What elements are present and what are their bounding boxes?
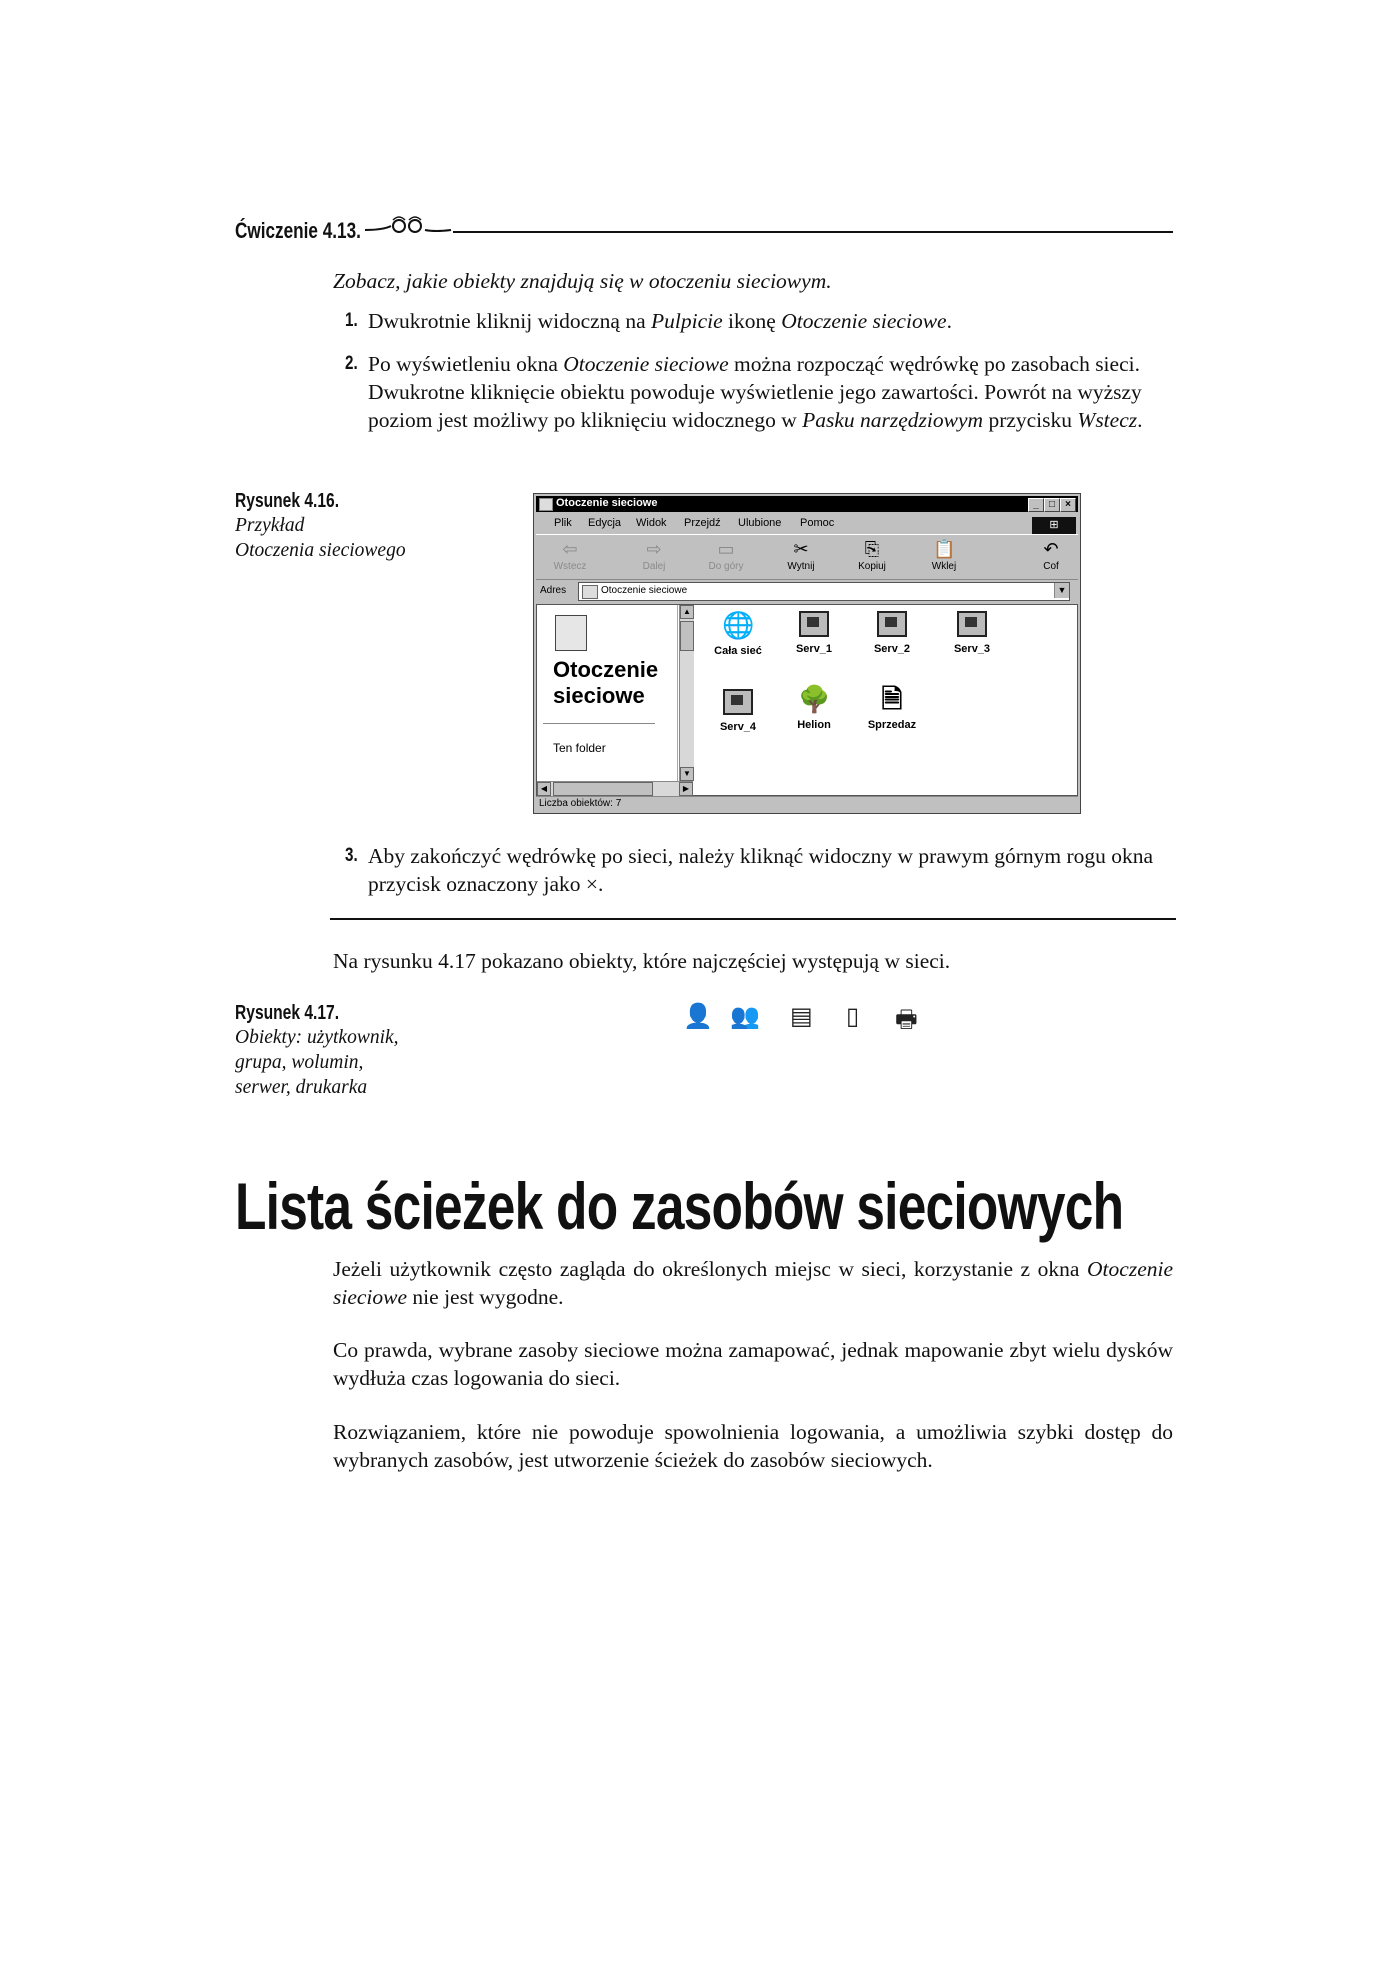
document-icon: 🗎 [881, 684, 903, 714]
menu-plik[interactable]: Plik [554, 517, 572, 529]
computer-icon [957, 611, 987, 637]
icon-serv-1[interactable]: Serv_1 [779, 609, 849, 655]
web-view-panel [537, 605, 678, 795]
tree-icon: 🌳 [798, 684, 831, 714]
back-button[interactable]: ⇦ Wstecz [553, 539, 587, 572]
forward-button[interactable]: ⇨ Dalej [642, 539, 666, 572]
body-paragraph-2: Co prawda, wybrane zasoby sieciowe można zamapować, jednak mapowanie zbyt wielu dysków wydłuża czas logowania do sieci. [333, 1338, 1173, 1390]
figure-4-16-caption: Rysunek 4.16. Przykład Otoczenia sieciowego [235, 490, 406, 561]
network-folder-icon [582, 585, 598, 599]
address-bar [536, 580, 1078, 602]
body-paragraph-3: Rozwiązaniem, które nie powoduje spowolnienia logowania, a umożliwia szybki dostęp do wybranych zasobów, jest utworzenie ścieżek do zasobów sieciowych. [333, 1420, 1173, 1472]
menu-edycja[interactable]: Edycja [588, 517, 622, 529]
menu-ulubione[interactable]: Ulubione [738, 517, 782, 529]
globe-icon: 🌐 [722, 610, 755, 640]
chevron-down-icon[interactable]: ▼ [1054, 583, 1069, 598]
figure-label: Rysunek 4.17. [235, 1002, 340, 1024]
step-3: 3. Aby zakończyć wędrówkę po sieci, należy kliknąć widoczny w prawym górnym rogu okna przycisk oznaczony jako ×. [345, 844, 1154, 896]
menu-bar [536, 514, 1078, 532]
undo-button[interactable]: ↶ Cof [1026, 537, 1076, 572]
server-icon: ▯ [846, 1004, 860, 1030]
panel-folder-label: Ten folder [553, 741, 606, 755]
menu-pomoc[interactable]: Pomoc [800, 517, 835, 529]
ornament [363, 214, 453, 245]
computer-icon [877, 611, 907, 637]
body-paragraph-1: Jeżeli użytkownik często zagląda do określonych miejsc w sieci, korzystanie z okna Otoczenie sieciowe nie jest wygodne. [333, 1257, 1173, 1309]
menu-przejdz[interactable]: Przejdź [684, 517, 721, 529]
title-bar[interactable] [536, 496, 1078, 512]
icon-sprzedaz[interactable]: 🗎 Sprzedaz [867, 684, 917, 731]
ornament-icon [363, 214, 453, 240]
printer-icon: 🖶 [895, 1007, 918, 1033]
network-computers-icon [555, 615, 587, 651]
vertical-scrollbar[interactable] [679, 605, 694, 781]
header-rule [453, 231, 1173, 233]
minimize-button[interactable]: _ [1028, 498, 1044, 512]
step-1: 1. Dwukrotnie kliknij widoczną na Pulpicie ikonę Otoczenie sieciowe. [345, 309, 952, 333]
scroll-left-icon[interactable]: ◀ [537, 782, 551, 796]
section-title: Lista ścieżek do zasobów sieciowych [235, 1169, 1124, 1243]
scroll-thumb-h[interactable] [553, 782, 653, 796]
computer-icon [723, 689, 753, 715]
folder-up-icon: ▭ [717, 539, 735, 559]
user-icon: 👤 [683, 1004, 713, 1030]
exercise-end-rule [330, 918, 1176, 920]
horizontal-scrollbar[interactable] [537, 781, 693, 796]
copy-button[interactable]: ⎘ Kopiuj [858, 539, 886, 572]
fig-417-intro: Na rysunku 4.17 pokazano obiekty, które najczęściej występują w sieci. [333, 949, 951, 973]
back-arrow-icon: ⇦ [562, 539, 578, 559]
icon-cala-siec[interactable]: 🌐 Cała sieć [714, 610, 762, 657]
undo-icon: ↶ [1043, 539, 1059, 559]
icon-serv-4[interactable]: Serv_4 [703, 687, 773, 733]
network-neighborhood-window [533, 493, 1081, 814]
figure-label: Rysunek 4.16. [235, 490, 340, 512]
icon-helion[interactable]: 🌳 Helion [797, 684, 831, 731]
toolbar [536, 534, 1078, 580]
content-pane [536, 604, 1078, 796]
exercise-label: Ćwiczenie 4.13. [235, 218, 361, 243]
exercise-header [235, 218, 1173, 244]
scroll-up-icon[interactable]: ▲ [680, 605, 694, 619]
windows-logo-icon: ⊞ [1032, 517, 1076, 534]
window-title: Otoczenie sieciowe [556, 497, 658, 509]
panel-title: Otoczenie sieciowe [553, 657, 659, 708]
step-2: 2. Po wyświetleniu okna Otoczenie sieciowe można rozpocząć wędrówkę po zasobach sieci. Dwukrotne kliknięcie obiektu powoduje wyświetlenie jego zawartości. Powrót na wyższy poziom jest możliwy po kliknięciu widocznego w Pasku narzędziowym przycisku Wstecz. [345, 352, 1143, 432]
icon-serv-2[interactable]: Serv_2 [857, 609, 927, 655]
volume-icon: ▤ [790, 1004, 813, 1030]
maximize-button[interactable]: □ [1044, 498, 1060, 512]
icon-serv-3[interactable]: Serv_3 [937, 609, 1007, 655]
close-button[interactable]: × [1060, 498, 1076, 512]
exercise-intro: Zobacz, jakie obiekty znajdują się w otoczeniu sieciowym. [333, 269, 832, 293]
status-bar: Liczba obiektów: 7 [536, 796, 1078, 811]
clipboard-icon: 📋 [933, 539, 956, 559]
icon-view [707, 605, 1077, 795]
up-button[interactable]: ▭ Do góry [708, 539, 744, 572]
paste-button[interactable]: 📋 Wklej [931, 539, 957, 572]
scroll-right-icon[interactable]: ▶ [679, 782, 693, 796]
copy-icon: ⎘ [864, 539, 880, 559]
scissors-icon: ✂ [793, 539, 809, 559]
forward-arrow-icon: ⇨ [646, 539, 662, 559]
scroll-thumb[interactable] [680, 621, 694, 651]
address-label: Adres [540, 585, 567, 596]
cut-button[interactable]: ✂ Wytnij [787, 539, 815, 572]
scroll-down-icon[interactable]: ▼ [680, 767, 694, 781]
menu-widok[interactable]: Widok [636, 517, 667, 529]
computer-icon [799, 611, 829, 637]
window-icon [539, 498, 553, 511]
figure-4-17-caption: Rysunek 4.17. Obiekty: użytkownik, grupa, wolumin, serwer, drukarka [235, 1002, 399, 1098]
address-field[interactable]: Otoczenie sieciowe ▼ [578, 582, 1070, 601]
group-icon: 👥 [730, 1004, 760, 1030]
